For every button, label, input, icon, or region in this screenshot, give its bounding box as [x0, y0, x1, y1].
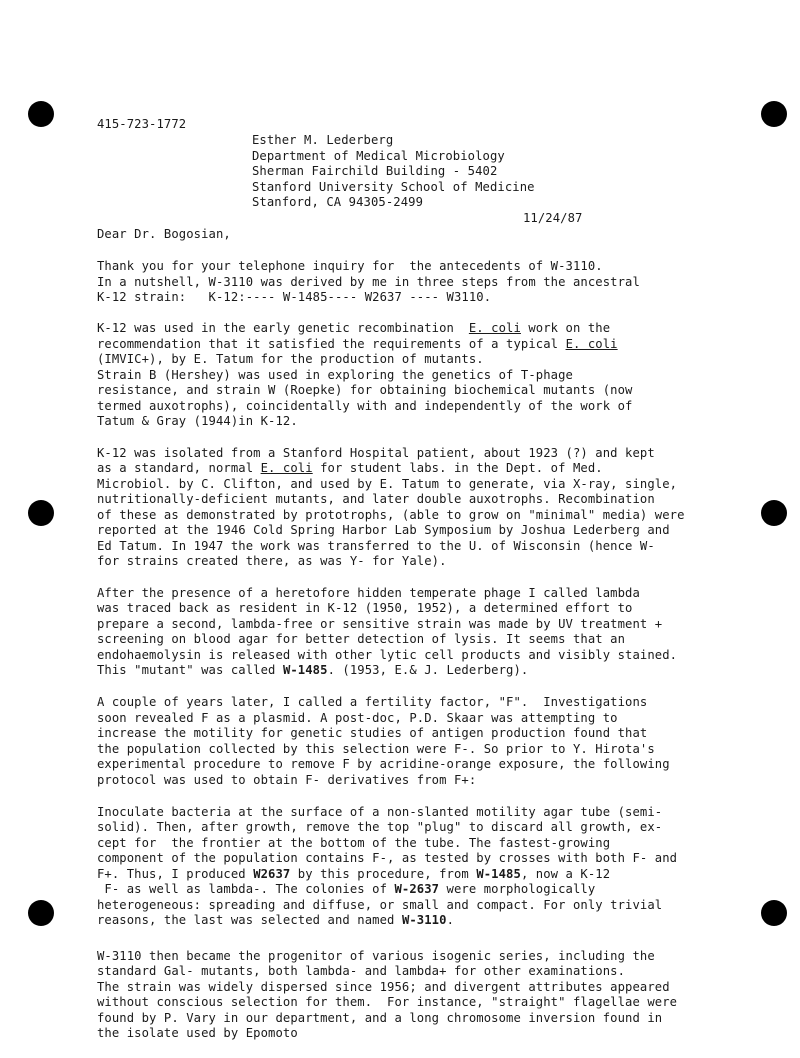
para6-line5-a: F+. Thus, I produced [97, 867, 254, 881]
strain-w1485: W-1485 [476, 867, 521, 881]
para2-line5: resistance, and strain W (Roepke) for obtaining biochemical mutants (now [97, 383, 633, 397]
para6-line8 [97, 913, 454, 929]
para6-line4: component of the population contains F-, as tested by crosses with both F- and [97, 851, 678, 865]
para3-line3: Microbiol. by C. Clifton, and used by E. Tatum to generate, via X-ray, single, [97, 477, 678, 491]
para5-line2: soon revealed F as a plasmid. A post-doc, P.D. Skaar was attempting to [97, 711, 618, 725]
para2-line6: termed auxotrophs), coincidentally with and independently of the work of [97, 399, 633, 413]
para4-line3: prepare a second, lambda-free or sensitive strain was made by UV treatment + [97, 617, 663, 631]
para6-line1: Inoculate bacteria at the surface of a non-slanted motility agar tube (semi- [97, 805, 663, 819]
para3-line2-a: as a standard, normal [97, 461, 261, 475]
para7-line1: W-3110 then became the progenitor of various isogenic series, including the [97, 949, 655, 963]
para7-line5: found by P. Vary in our department, and a long chromosome inversion found in [97, 1011, 663, 1025]
para6-line5-b: by this procedure, from [290, 867, 477, 881]
para4-line5: endohaemolysin is released with other lytic cell products and visibly stained. [97, 648, 678, 662]
para2-line4: Strain B (Hershey) was used in exploring the genetics of T-phage [97, 368, 573, 382]
ecoli-term: E. coli [468, 321, 521, 335]
para3-line4: nutritionally-deficient mutants, and later double auxotrophs. Recombination [97, 492, 655, 506]
para4-line1: After the presence of a heretofore hidden temperate phage I called lambda [97, 586, 640, 600]
para5-line6: protocol was used to obtain F- derivatives from F+: [97, 773, 477, 787]
para5-line4: the population collected by this selection were F-. So prior to Y. Hirota's [97, 742, 655, 756]
strain-w2637-dash: W-2637 [394, 882, 440, 896]
para6-line6-b: were morphologically [439, 882, 596, 896]
para4-line6-b: . (1953, E.& J. Lederberg). [327, 663, 529, 677]
strain-w1485: W-1485 [282, 663, 328, 677]
para1-line3: K-12 strain: K-12:---- W-1485---- W2637 ---- W3110. [97, 290, 492, 304]
punch-hole-top-right [761, 101, 787, 127]
punch-hole-middle-right [761, 500, 787, 526]
para3-line2 [97, 461, 603, 477]
sender-building: Sherman Fairchild Building - 5402 [252, 164, 498, 178]
para2-line1-b: work on the [520, 321, 611, 335]
strain-w3110: W-3110 [401, 913, 447, 927]
sender-city: Stanford, CA 94305-2499 [252, 195, 424, 209]
ecoli-term: E. coli [565, 337, 618, 351]
sender-department: Department of Medical Microbiology [252, 149, 505, 163]
para6-line6 [97, 882, 595, 898]
para6-line6-a: F- as well as lambda-. The colonies of [97, 882, 395, 896]
para6-line5 [97, 867, 610, 883]
para6-line2: solid). Then, after growth, remove the top "plug" to discard all growth, ex- [97, 820, 663, 834]
para7-line4: without conscious selection for them. For instance, "straight" flagellae were [97, 995, 678, 1009]
para5-line1: A couple of years later, I called a fertility factor, "F". Investigations [97, 695, 648, 709]
para7-line2: standard Gal- mutants, both lambda- and lambda+ for other examinations. [97, 964, 626, 978]
para3-line5: of these as demonstrated by prototrophs, (able to grow on "minimal" media) were [97, 508, 685, 522]
para6-line8-a: reasons, the last was selected and named [97, 913, 402, 927]
punch-hole-bottom-left [28, 900, 54, 926]
punch-hole-middle-left [28, 500, 54, 526]
para7-line3: The strain was widely dispersed since 1956; and divergent attributes appeared [97, 980, 670, 994]
ecoli-term: E. coli [260, 461, 313, 475]
para4-line2: was traced back as resident in K-12 (1950, 1952), a determined effort to [97, 601, 633, 615]
punch-hole-bottom-right [761, 900, 787, 926]
letter-date: 11/24/87 [523, 211, 583, 225]
sender-school: Stanford University School of Medicine [252, 180, 535, 194]
para7-line6: the isolate used by Epomoto [97, 1026, 298, 1040]
para3-line6: reported at the 1946 Cold Spring Harbor Lab Symposium by Joshua Lederberg and [97, 523, 670, 537]
para5-line5: experimental procedure to remove F by acridine-orange exposure, the following [97, 757, 670, 771]
para1-line2: In a nutshell, W-3110 was derived by me in three steps from the ancestral [97, 275, 640, 289]
para2-line1 [97, 321, 610, 337]
strain-w2637: W2637 [253, 867, 291, 881]
salutation: Dear Dr. Bogosian, [97, 227, 231, 241]
para4-line4: screening on blood agar for better detection of lysis. It seems that an [97, 632, 626, 646]
para6-line3: cept for the frontier at the bottom of the tube. The fastest-growing [97, 836, 611, 850]
para5-line3: increase the motility for genetic studies of antigen production found that [97, 726, 648, 740]
para2-line3: (IMVIC+), by E. Tatum for the production of mutants. [97, 352, 484, 366]
para3-line2-b: for student labs. in the Dept. of Med. [312, 461, 603, 475]
para3-line1: K-12 was isolated from a Stanford Hospital patient, about 1923 (?) and kept [97, 446, 655, 460]
para3-line7: Ed Tatum. In 1947 the work was transferred to the U. of Wisconsin (hence W- [97, 539, 655, 553]
phone-number: 415-723-1772 [97, 117, 187, 131]
para4-line6-a: This "mutant" was called [97, 663, 283, 677]
para2-line7: Tatum & Gray (1944)in K-12. [97, 414, 298, 428]
para3-line8: for strains created there, as was Y- for Yale). [97, 554, 447, 568]
para4-line6 [97, 663, 528, 679]
para2-line2-a: recommendation that it satisfied the requirements of a typical [97, 337, 566, 351]
punch-hole-top-left [28, 101, 54, 127]
sender-name: Esther M. Lederberg [252, 133, 394, 147]
para6-line5-c: , now a K-12 [520, 867, 611, 881]
para6-line8-b: . [446, 913, 454, 927]
para6-line7: heterogeneous: spreading and diffuse, or small and compact. For only trivial [97, 898, 663, 912]
para2-line2 [97, 337, 618, 353]
para2-line1-a: K-12 was used in the early genetic recombination [97, 321, 469, 335]
para1-line1: Thank you for your telephone inquiry for the antecedents of W-3110. [97, 259, 603, 273]
